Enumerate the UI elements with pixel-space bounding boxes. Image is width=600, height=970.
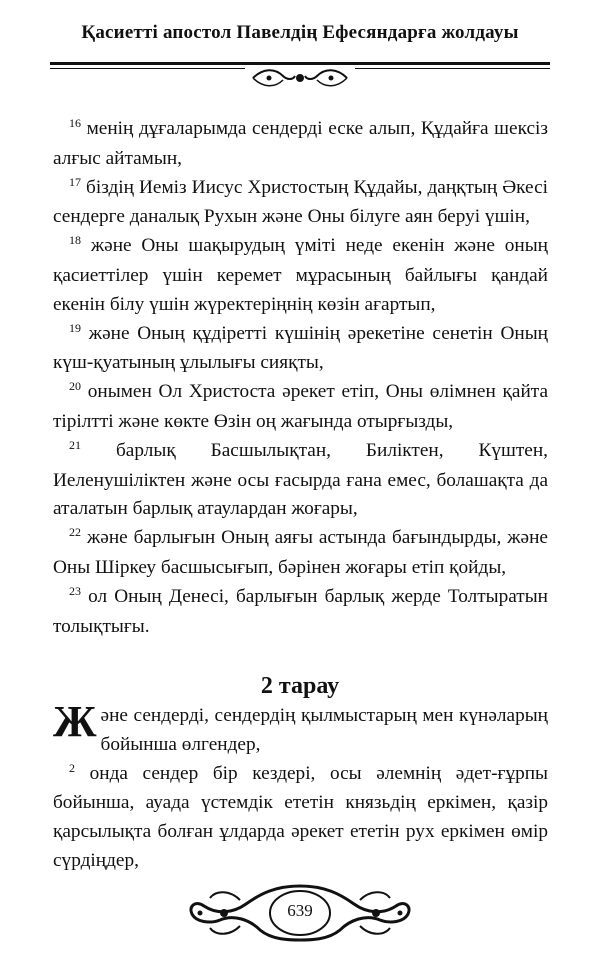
verse-text: онда сендер бір кездері, осы әлемнің әдет-ғұрпы бойынша, ауада үстемдік ететін князьдің еркімен, қазір қарсылықта болған ұлдарда әрекет ететін рух еркімен өмір сүрдіңдер, bbox=[53, 762, 548, 871]
chapter-2-block bbox=[53, 697, 548, 876]
verse-number: 2 bbox=[69, 760, 75, 775]
verse-number: 23 bbox=[69, 583, 81, 598]
verse-number: 19 bbox=[69, 320, 81, 335]
verse-23 bbox=[53, 583, 548, 642]
verse-2 bbox=[53, 760, 548, 876]
verse-1 bbox=[53, 697, 548, 760]
verse-16 bbox=[53, 115, 548, 174]
verse-17 bbox=[53, 174, 548, 233]
header-ornament-icon bbox=[245, 66, 355, 90]
chapter-heading: 2 тарау bbox=[260, 673, 340, 699]
running-header: Қасиетті апостол Павелдің Ефесяндарға жолдауы bbox=[81, 22, 519, 43]
verse-20 bbox=[53, 378, 548, 437]
verse-number: 21 bbox=[69, 437, 81, 452]
page-number: 639 bbox=[287, 901, 313, 920]
verse-text: онымен Ол Христоста әрекет етіп, Оны өлімнен қайта тірілтті және көкте Өзін оң жағында отырғызды, bbox=[53, 381, 549, 432]
verse-number: 16 bbox=[69, 116, 81, 130]
verse-text: ол Оның Денесі, барлығын барлық жерде Толтыратын толықтығы. bbox=[53, 585, 548, 637]
verse-number: 17 bbox=[69, 174, 81, 189]
verse-text: және Оның құдіретті күшінің әрекетіне сенетін Оның күш-қуатының ұлылығы сияқты, bbox=[53, 322, 548, 374]
verse-18 bbox=[53, 232, 548, 319]
verse-text: біздің Иеміз Иисус Христостың Құдайы, даңқтың Әкесі сендерге даналық Рухын және Оны білуге аян беруі үшін, bbox=[53, 176, 548, 228]
verse-number: 20 bbox=[69, 379, 81, 394]
verse-19 bbox=[53, 320, 548, 379]
drop-cap: Ж bbox=[53, 697, 97, 746]
verse-text: менің дұғаларымда сендерді еске алып, Құдайға шексіз алғыс айтамын, bbox=[53, 118, 548, 169]
header-rule-thick bbox=[50, 62, 550, 65]
verse-21 bbox=[53, 437, 548, 524]
verse-22 bbox=[53, 524, 548, 583]
verses-block bbox=[53, 115, 548, 641]
verse-text: және Оны шақырудың үміті неде екенін және оның қасиеттілер үшін керемет мұрасының байлығы қандай екенін білу үшін жүректеріңнің көзін ағартып, bbox=[53, 235, 548, 315]
verse-text: әне сендерді, сендердің қылмыстарың мен күнәларың бойынша өлгендер, bbox=[100, 705, 548, 755]
verse-number: 22 bbox=[69, 525, 81, 540]
verse-number: 18 bbox=[69, 233, 81, 248]
verse-text: және барлығын Оның аяғы астында бағындырды, және Оны Шіркеу басшысығып, бәрінен жоғары етіп қойды, bbox=[53, 527, 548, 578]
verse-text: барлық Басшылықтан, Биліктен, Күштен, Иеленушіліктен және осы ғасырда ғана емес, болашақта да аталатын барлық атаулардан жоғары, bbox=[53, 439, 548, 520]
